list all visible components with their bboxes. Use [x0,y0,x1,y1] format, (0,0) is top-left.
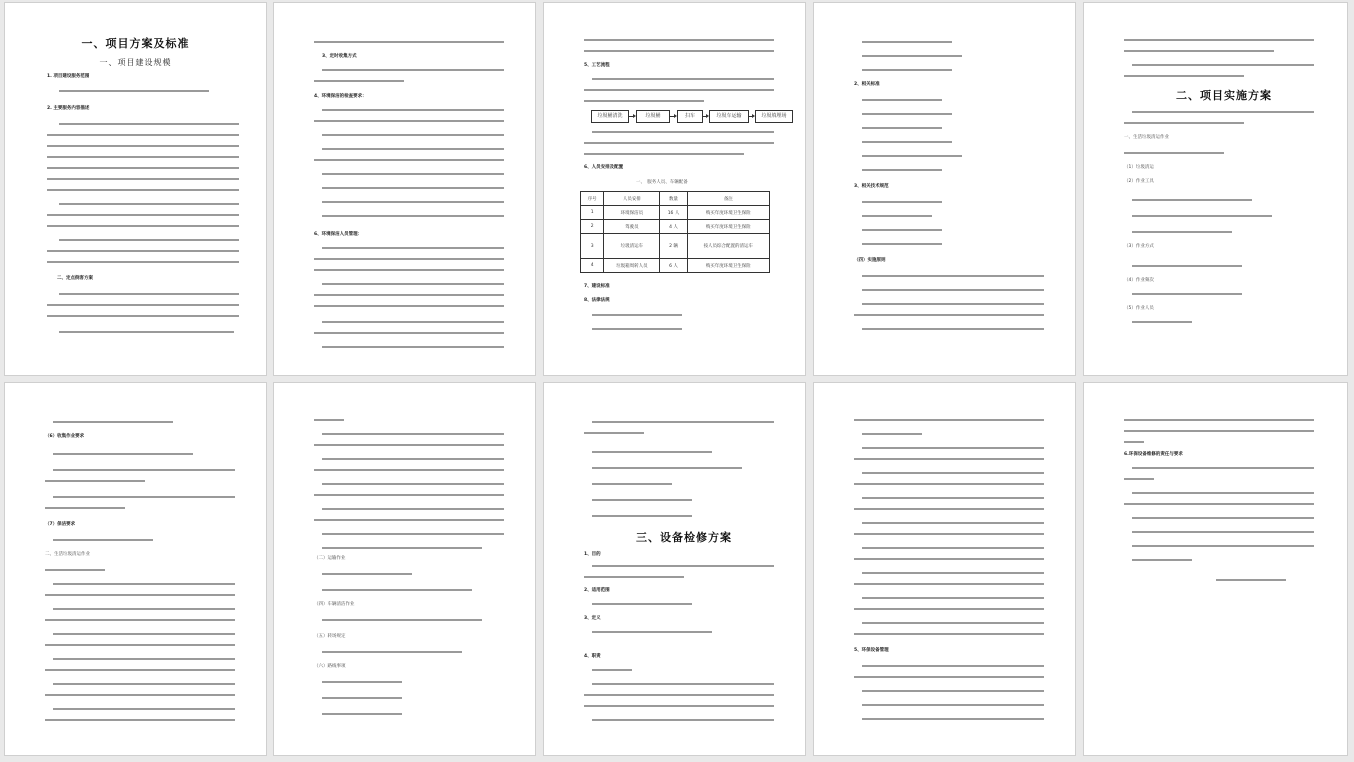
table-row [581,220,770,234]
page-9 [814,383,1075,755]
table-cell: 16 人 [660,206,687,220]
subsection-heading: 一、项目建设规模 [99,58,172,67]
item-heading: 2、相关标准 [854,82,880,87]
item-heading: 1、目的 [584,552,601,557]
page-7 [274,383,535,755]
item-heading: 一、生活垃圾清运作业 [1124,135,1169,140]
item-heading: 5、环保设备管理 [854,648,889,653]
section-heading: 三、设备检修方案 [636,531,732,544]
table-header: 人员安排 [604,192,660,206]
flow-step: 垃圾桶 [636,110,670,123]
item-heading: 2、适用范围 [584,588,610,593]
table-header: 备注 [687,192,769,206]
item-heading: （6）收集作业要求 [45,434,85,439]
item-heading: 3、定义 [584,616,601,621]
table-cell: 2 [581,220,604,234]
staff-table [580,191,770,273]
item-heading: 二、定点倒客方案 [57,276,93,281]
section-heading: 二、项目实施方案 [1176,89,1272,102]
item-heading: 7、建设标准 [584,284,610,289]
item-heading: （1）垃圾清运 [1124,165,1154,170]
flow-step: 扫车 [677,110,703,123]
item-heading: （二）运输作业 [314,556,346,561]
item-heading: 6.环保设备维修的责任与要求 [1124,452,1183,457]
flow-step: 垃圾桶清洗 [591,110,629,123]
item-heading: （2）作业工具 [1124,179,1154,184]
item-heading: 8、法律法规 [584,298,610,303]
item-heading: （4）作业频次 [1124,278,1154,283]
page-10 [1084,383,1347,755]
item-heading: 3、相关技术规范 [854,184,889,189]
item-heading: （五）转场规定 [314,634,346,639]
item-heading: （3）作业方式 [1124,244,1154,249]
page-4 [814,3,1075,375]
item-heading: 4、职责 [584,654,601,659]
page-5 [1084,3,1347,375]
flow-step: 垃圾车运输 [709,110,749,123]
item-heading: （5）作业人员 [1124,306,1154,311]
item-heading: 5、工艺流程 [584,63,610,68]
table-cell: 4 人 [660,220,687,234]
page-8 [544,383,805,755]
table-cell: 3 [581,234,604,259]
item-heading: （7）保洁要求 [45,522,76,527]
item-heading: 二、生活垃圾清运作业 [45,552,90,557]
table-header: 数量 [660,192,687,206]
table-cell: 购买年度环境卫生保险 [687,220,769,234]
table-row [581,206,770,220]
item-heading: 4、环境保洁的检查要求： [314,94,367,99]
table-cell: 1 [581,206,604,220]
item-heading: 3、定时收集方式 [322,54,357,59]
table-cell: 按人员综合配置的清运车 [687,234,769,259]
item-heading: 6、环境保洁人员管理： [314,232,363,237]
item-heading: （四）实施原则 [854,258,886,263]
table-header-row [581,192,770,206]
page-2 [274,3,535,375]
page-6 [5,383,266,755]
table-cell: 垃圾箱周转人员 [604,259,660,273]
table-caption: 一、 服务人员、车辆配备 [636,180,688,185]
table-cell: 购买年度环境卫生保险 [687,206,769,220]
table-cell: 2 辆 [660,234,687,259]
table-row [581,234,770,259]
table-cell: 环境保洁员 [604,206,660,220]
page-3 [544,3,805,375]
table-cell: 垃圾清运车 [604,234,660,259]
item-heading: （四）车辆清洁作业 [314,602,355,607]
table-cell: 6 人 [660,259,687,273]
flow-step: 垃圾填埋场 [755,110,793,123]
table-row [581,259,770,273]
section-heading: 一、项目方案及标准 [81,37,190,50]
table-header: 序号 [581,192,604,206]
table-cell: 4 [581,259,604,273]
item-heading: 1. 项目建设服务范围 [47,74,90,79]
table-cell: 购买年度环境卫生保险 [687,259,769,273]
table-cell: 驾驶员 [604,220,660,234]
page-1 [5,3,266,375]
item-heading: 2. 主要服务内容描述 [47,106,90,111]
item-heading: （六）路线事项 [314,664,346,669]
item-heading: 6、人员安排及配置 [584,165,624,170]
